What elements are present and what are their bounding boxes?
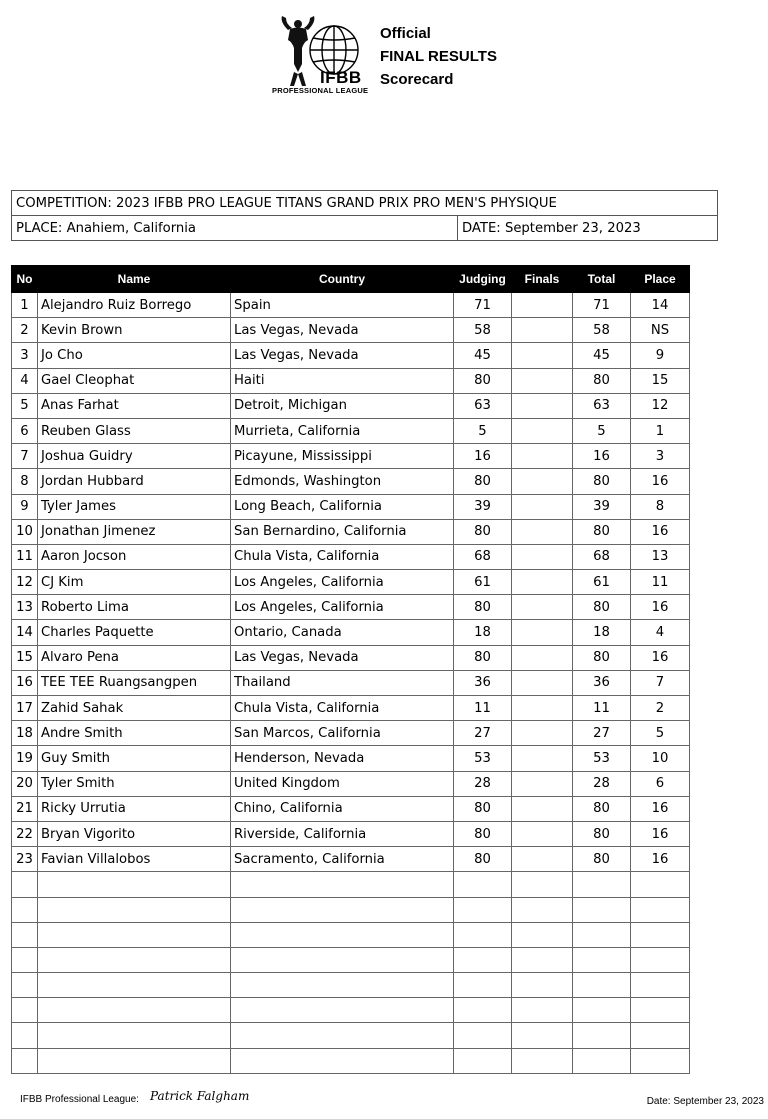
cell-judging <box>454 897 512 922</box>
cell-country: Chula Vista, California <box>231 544 454 569</box>
ifbb-logo <box>268 12 378 98</box>
cell-total: 5 <box>573 418 631 443</box>
cell-name: Aaron Jocson <box>38 544 231 569</box>
cell-finals <box>512 746 573 771</box>
header-judging: Judging <box>454 266 512 293</box>
cell-name: Gael Cleophat <box>38 368 231 393</box>
cell-place: 15 <box>631 368 690 393</box>
cell-no: 11 <box>12 544 38 569</box>
cell-no: 12 <box>12 570 38 595</box>
cell-judging <box>454 922 512 947</box>
cell-no: 18 <box>12 721 38 746</box>
cell-country: Detroit, Michigan <box>231 393 454 418</box>
cell-judging <box>454 947 512 972</box>
cell-place: 12 <box>631 393 690 418</box>
cell-finals <box>512 670 573 695</box>
cell-place <box>631 872 690 897</box>
cell-country: Thailand <box>231 670 454 695</box>
cell-place <box>631 922 690 947</box>
cell-no: 7 <box>12 444 38 469</box>
cell-judging: 27 <box>454 721 512 746</box>
cell-name: Joshua Guidry <box>38 444 231 469</box>
cell-total <box>573 922 631 947</box>
table-row <box>12 595 690 620</box>
table-row <box>12 444 690 469</box>
cell-place: 16 <box>631 519 690 544</box>
cell-country: Murrieta, California <box>231 418 454 443</box>
cell-judging: 45 <box>454 343 512 368</box>
cell-no <box>12 1048 38 1073</box>
table-row <box>12 620 690 645</box>
cell-judging: 80 <box>454 796 512 821</box>
cell-judging: 58 <box>454 318 512 343</box>
cell-name <box>38 1048 231 1073</box>
cell-total: 68 <box>573 544 631 569</box>
cell-country <box>231 1023 454 1048</box>
cell-total: 63 <box>573 393 631 418</box>
cell-no: 1 <box>12 293 38 318</box>
cell-country: Los Angeles, California <box>231 570 454 595</box>
cell-place: 7 <box>631 670 690 695</box>
cell-total <box>573 947 631 972</box>
table-row <box>12 796 690 821</box>
cell-no: 19 <box>12 746 38 771</box>
cell-judging: 80 <box>454 595 512 620</box>
table-row <box>12 570 690 595</box>
cell-country: Long Beach, California <box>231 494 454 519</box>
cell-finals <box>512 293 573 318</box>
cell-name <box>38 897 231 922</box>
table-row <box>12 847 690 872</box>
cell-place: 13 <box>631 544 690 569</box>
cell-finals <box>512 343 573 368</box>
signature: Patrick Falgham <box>150 1089 250 1103</box>
cell-name <box>38 922 231 947</box>
cell-country: Las Vegas, Nevada <box>231 343 454 368</box>
cell-place: 16 <box>631 821 690 846</box>
header-total: Total <box>573 266 631 293</box>
cell-country: San Bernardino, California <box>231 519 454 544</box>
cell-judging: 5 <box>454 418 512 443</box>
cell-total: 58 <box>573 318 631 343</box>
cell-country: Chula Vista, California <box>231 696 454 721</box>
cell-total: 80 <box>573 847 631 872</box>
header-finals: Finals <box>512 266 573 293</box>
cell-judging: 80 <box>454 645 512 670</box>
cell-place: 16 <box>631 645 690 670</box>
cell-name: Anas Farhat <box>38 393 231 418</box>
cell-finals <box>512 595 573 620</box>
table-row <box>12 721 690 746</box>
cell-name: Zahid Sahak <box>38 696 231 721</box>
cell-country: San Marcos, California <box>231 721 454 746</box>
cell-finals <box>512 393 573 418</box>
cell-judging: 11 <box>454 696 512 721</box>
table-row <box>12 1023 690 1048</box>
cell-finals <box>512 1023 573 1048</box>
cell-place: 5 <box>631 721 690 746</box>
logo-subtext: PROFESSIONAL LEAGUE <box>272 86 369 95</box>
document-header <box>268 12 548 98</box>
cell-name <box>38 973 231 998</box>
cell-name: Jonathan Jimenez <box>38 519 231 544</box>
cell-place: 1 <box>631 418 690 443</box>
cell-total: 80 <box>573 821 631 846</box>
table-row <box>12 696 690 721</box>
cell-finals <box>512 696 573 721</box>
cell-finals <box>512 847 573 872</box>
cell-judging <box>454 1048 512 1073</box>
cell-judging <box>454 872 512 897</box>
footer-league-label: IFBB Professional League: <box>20 1094 139 1105</box>
cell-no <box>12 1023 38 1048</box>
cell-no <box>12 973 38 998</box>
cell-total: 27 <box>573 721 631 746</box>
cell-no: 13 <box>12 595 38 620</box>
competition-date: DATE: September 23, 2023 <box>458 216 718 241</box>
cell-total: 80 <box>573 645 631 670</box>
cell-total: 80 <box>573 796 631 821</box>
cell-total: 28 <box>573 771 631 796</box>
cell-no: 2 <box>12 318 38 343</box>
cell-place: 16 <box>631 847 690 872</box>
cell-country: Henderson, Nevada <box>231 746 454 771</box>
cell-place: 11 <box>631 570 690 595</box>
competition-info-table <box>11 190 718 241</box>
cell-no <box>12 922 38 947</box>
cell-no: 22 <box>12 821 38 846</box>
cell-country: Edmonds, Washington <box>231 469 454 494</box>
cell-place <box>631 1023 690 1048</box>
cell-name: Favian Villalobos <box>38 847 231 872</box>
cell-no <box>12 872 38 897</box>
cell-finals <box>512 796 573 821</box>
cell-no: 20 <box>12 771 38 796</box>
table-row <box>12 343 690 368</box>
cell-judging: 80 <box>454 519 512 544</box>
cell-name: Alejandro Ruiz Borrego <box>38 293 231 318</box>
table-row <box>12 469 690 494</box>
competition-name: COMPETITION: 2023 IFBB PRO LEAGUE TITANS GRAND PRIX PRO MEN'S PHYSIQUE <box>12 191 718 216</box>
cell-no: 14 <box>12 620 38 645</box>
cell-country <box>231 1048 454 1073</box>
cell-judging <box>454 998 512 1023</box>
table-row <box>12 494 690 519</box>
cell-total: 71 <box>573 293 631 318</box>
cell-no: 15 <box>12 645 38 670</box>
cell-place <box>631 897 690 922</box>
cell-finals <box>512 494 573 519</box>
cell-no <box>12 947 38 972</box>
header-place: Place <box>631 266 690 293</box>
cell-total: 16 <box>573 444 631 469</box>
cell-total <box>573 872 631 897</box>
cell-name: CJ Kim <box>38 570 231 595</box>
cell-finals <box>512 544 573 569</box>
table-row <box>12 746 690 771</box>
table-row <box>12 544 690 569</box>
cell-total <box>573 973 631 998</box>
cell-name: Tyler James <box>38 494 231 519</box>
cell-country: Riverside, California <box>231 821 454 846</box>
cell-name: Kevin Brown <box>38 318 231 343</box>
cell-judging: 80 <box>454 821 512 846</box>
table-row <box>12 318 690 343</box>
table-row <box>12 670 690 695</box>
table-row <box>12 897 690 922</box>
cell-no: 21 <box>12 796 38 821</box>
cell-country: Las Vegas, Nevada <box>231 645 454 670</box>
cell-country: Sacramento, California <box>231 847 454 872</box>
cell-name: Jo Cho <box>38 343 231 368</box>
cell-judging: 36 <box>454 670 512 695</box>
cell-judging: 53 <box>454 746 512 771</box>
cell-finals <box>512 897 573 922</box>
cell-name: Reuben Glass <box>38 418 231 443</box>
cell-place: 10 <box>631 746 690 771</box>
cell-place: 14 <box>631 293 690 318</box>
cell-place <box>631 1048 690 1073</box>
cell-judging <box>454 973 512 998</box>
cell-no: 10 <box>12 519 38 544</box>
cell-finals <box>512 872 573 897</box>
cell-finals <box>512 998 573 1023</box>
table-row <box>12 973 690 998</box>
cell-country <box>231 897 454 922</box>
cell-total <box>573 998 631 1023</box>
table-row <box>12 998 690 1023</box>
cell-no <box>12 998 38 1023</box>
results-table <box>11 265 690 1074</box>
cell-judging: 80 <box>454 368 512 393</box>
cell-judging: 18 <box>454 620 512 645</box>
cell-finals <box>512 368 573 393</box>
cell-total: 45 <box>573 343 631 368</box>
cell-judging: 39 <box>454 494 512 519</box>
table-row <box>12 368 690 393</box>
cell-place: 16 <box>631 595 690 620</box>
competition-place: PLACE: Anahiem, California <box>12 216 458 241</box>
cell-total: 80 <box>573 469 631 494</box>
cell-country <box>231 973 454 998</box>
table-row <box>12 922 690 947</box>
cell-country: Spain <box>231 293 454 318</box>
cell-total: 53 <box>573 746 631 771</box>
cell-total: 36 <box>573 670 631 695</box>
cell-judging: 68 <box>454 544 512 569</box>
table-row <box>12 418 690 443</box>
table-row <box>12 293 690 318</box>
cell-finals <box>512 721 573 746</box>
cell-finals <box>512 444 573 469</box>
cell-finals <box>512 973 573 998</box>
cell-place: NS <box>631 318 690 343</box>
cell-finals <box>512 469 573 494</box>
cell-judging: 71 <box>454 293 512 318</box>
cell-country: Haiti <box>231 368 454 393</box>
cell-no: 8 <box>12 469 38 494</box>
header-name: Name <box>38 266 231 293</box>
cell-total: 18 <box>573 620 631 645</box>
cell-country <box>231 947 454 972</box>
cell-judging <box>454 1023 512 1048</box>
cell-total <box>573 1023 631 1048</box>
cell-name: Alvaro Pena <box>38 645 231 670</box>
cell-finals <box>512 821 573 846</box>
footer-date: Date: September 23, 2023 <box>646 1096 764 1107</box>
cell-judging: 80 <box>454 847 512 872</box>
cell-no: 23 <box>12 847 38 872</box>
cell-country: Ontario, Canada <box>231 620 454 645</box>
cell-total: 39 <box>573 494 631 519</box>
table-row <box>12 821 690 846</box>
cell-place <box>631 998 690 1023</box>
cell-total <box>573 1048 631 1073</box>
cell-no <box>12 897 38 922</box>
cell-finals <box>512 570 573 595</box>
cell-total: 80 <box>573 368 631 393</box>
cell-place <box>631 973 690 998</box>
cell-name <box>38 998 231 1023</box>
cell-place: 4 <box>631 620 690 645</box>
cell-place: 16 <box>631 469 690 494</box>
cell-place <box>631 947 690 972</box>
cell-no: 3 <box>12 343 38 368</box>
title-official: Official <box>380 25 431 42</box>
cell-finals <box>512 620 573 645</box>
cell-finals <box>512 771 573 796</box>
cell-finals <box>512 1048 573 1073</box>
cell-no: 9 <box>12 494 38 519</box>
cell-judging: 16 <box>454 444 512 469</box>
cell-country: Chino, California <box>231 796 454 821</box>
cell-country <box>231 998 454 1023</box>
header-country: Country <box>231 266 454 293</box>
cell-no: 16 <box>12 670 38 695</box>
table-row <box>12 947 690 972</box>
table-row <box>12 645 690 670</box>
cell-finals <box>512 947 573 972</box>
logo-text: IFBB <box>320 68 362 87</box>
table-row <box>12 519 690 544</box>
cell-place: 3 <box>631 444 690 469</box>
cell-no: 5 <box>12 393 38 418</box>
table-row <box>12 1048 690 1073</box>
cell-no: 17 <box>12 696 38 721</box>
cell-total: 61 <box>573 570 631 595</box>
cell-country <box>231 872 454 897</box>
cell-name: Guy Smith <box>38 746 231 771</box>
table-row <box>12 771 690 796</box>
cell-place: 9 <box>631 343 690 368</box>
cell-name: Tyler Smith <box>38 771 231 796</box>
cell-country: United Kingdom <box>231 771 454 796</box>
cell-total <box>573 897 631 922</box>
cell-name: Bryan Vigorito <box>38 821 231 846</box>
cell-place: 2 <box>631 696 690 721</box>
cell-no: 4 <box>12 368 38 393</box>
cell-finals <box>512 645 573 670</box>
cell-place: 16 <box>631 796 690 821</box>
cell-finals <box>512 519 573 544</box>
cell-name <box>38 1023 231 1048</box>
cell-finals <box>512 318 573 343</box>
cell-country: Las Vegas, Nevada <box>231 318 454 343</box>
title-scorecard: Scorecard <box>380 71 454 88</box>
cell-finals <box>512 922 573 947</box>
cell-no: 6 <box>12 418 38 443</box>
cell-finals <box>512 418 573 443</box>
table-row <box>12 393 690 418</box>
cell-total: 80 <box>573 595 631 620</box>
cell-place: 6 <box>631 771 690 796</box>
cell-name: Charles Paquette <box>38 620 231 645</box>
cell-total: 80 <box>573 519 631 544</box>
cell-country: Los Angeles, California <box>231 595 454 620</box>
cell-country <box>231 922 454 947</box>
cell-total: 11 <box>573 696 631 721</box>
results-header-row <box>12 266 690 293</box>
document-title <box>380 22 497 91</box>
cell-judging: 63 <box>454 393 512 418</box>
header-no: No <box>12 266 38 293</box>
cell-judging: 80 <box>454 469 512 494</box>
cell-judging: 28 <box>454 771 512 796</box>
cell-name: Jordan Hubbard <box>38 469 231 494</box>
table-row <box>12 872 690 897</box>
cell-name <box>38 872 231 897</box>
cell-name: Roberto Lima <box>38 595 231 620</box>
cell-country: Picayune, Mississippi <box>231 444 454 469</box>
cell-name <box>38 947 231 972</box>
cell-place: 8 <box>631 494 690 519</box>
cell-name: TEE TEE Ruangsangpen <box>38 670 231 695</box>
cell-judging: 61 <box>454 570 512 595</box>
title-final-results: FINAL RESULTS <box>380 48 497 65</box>
cell-name: Ricky Urrutia <box>38 796 231 821</box>
cell-name: Andre Smith <box>38 721 231 746</box>
